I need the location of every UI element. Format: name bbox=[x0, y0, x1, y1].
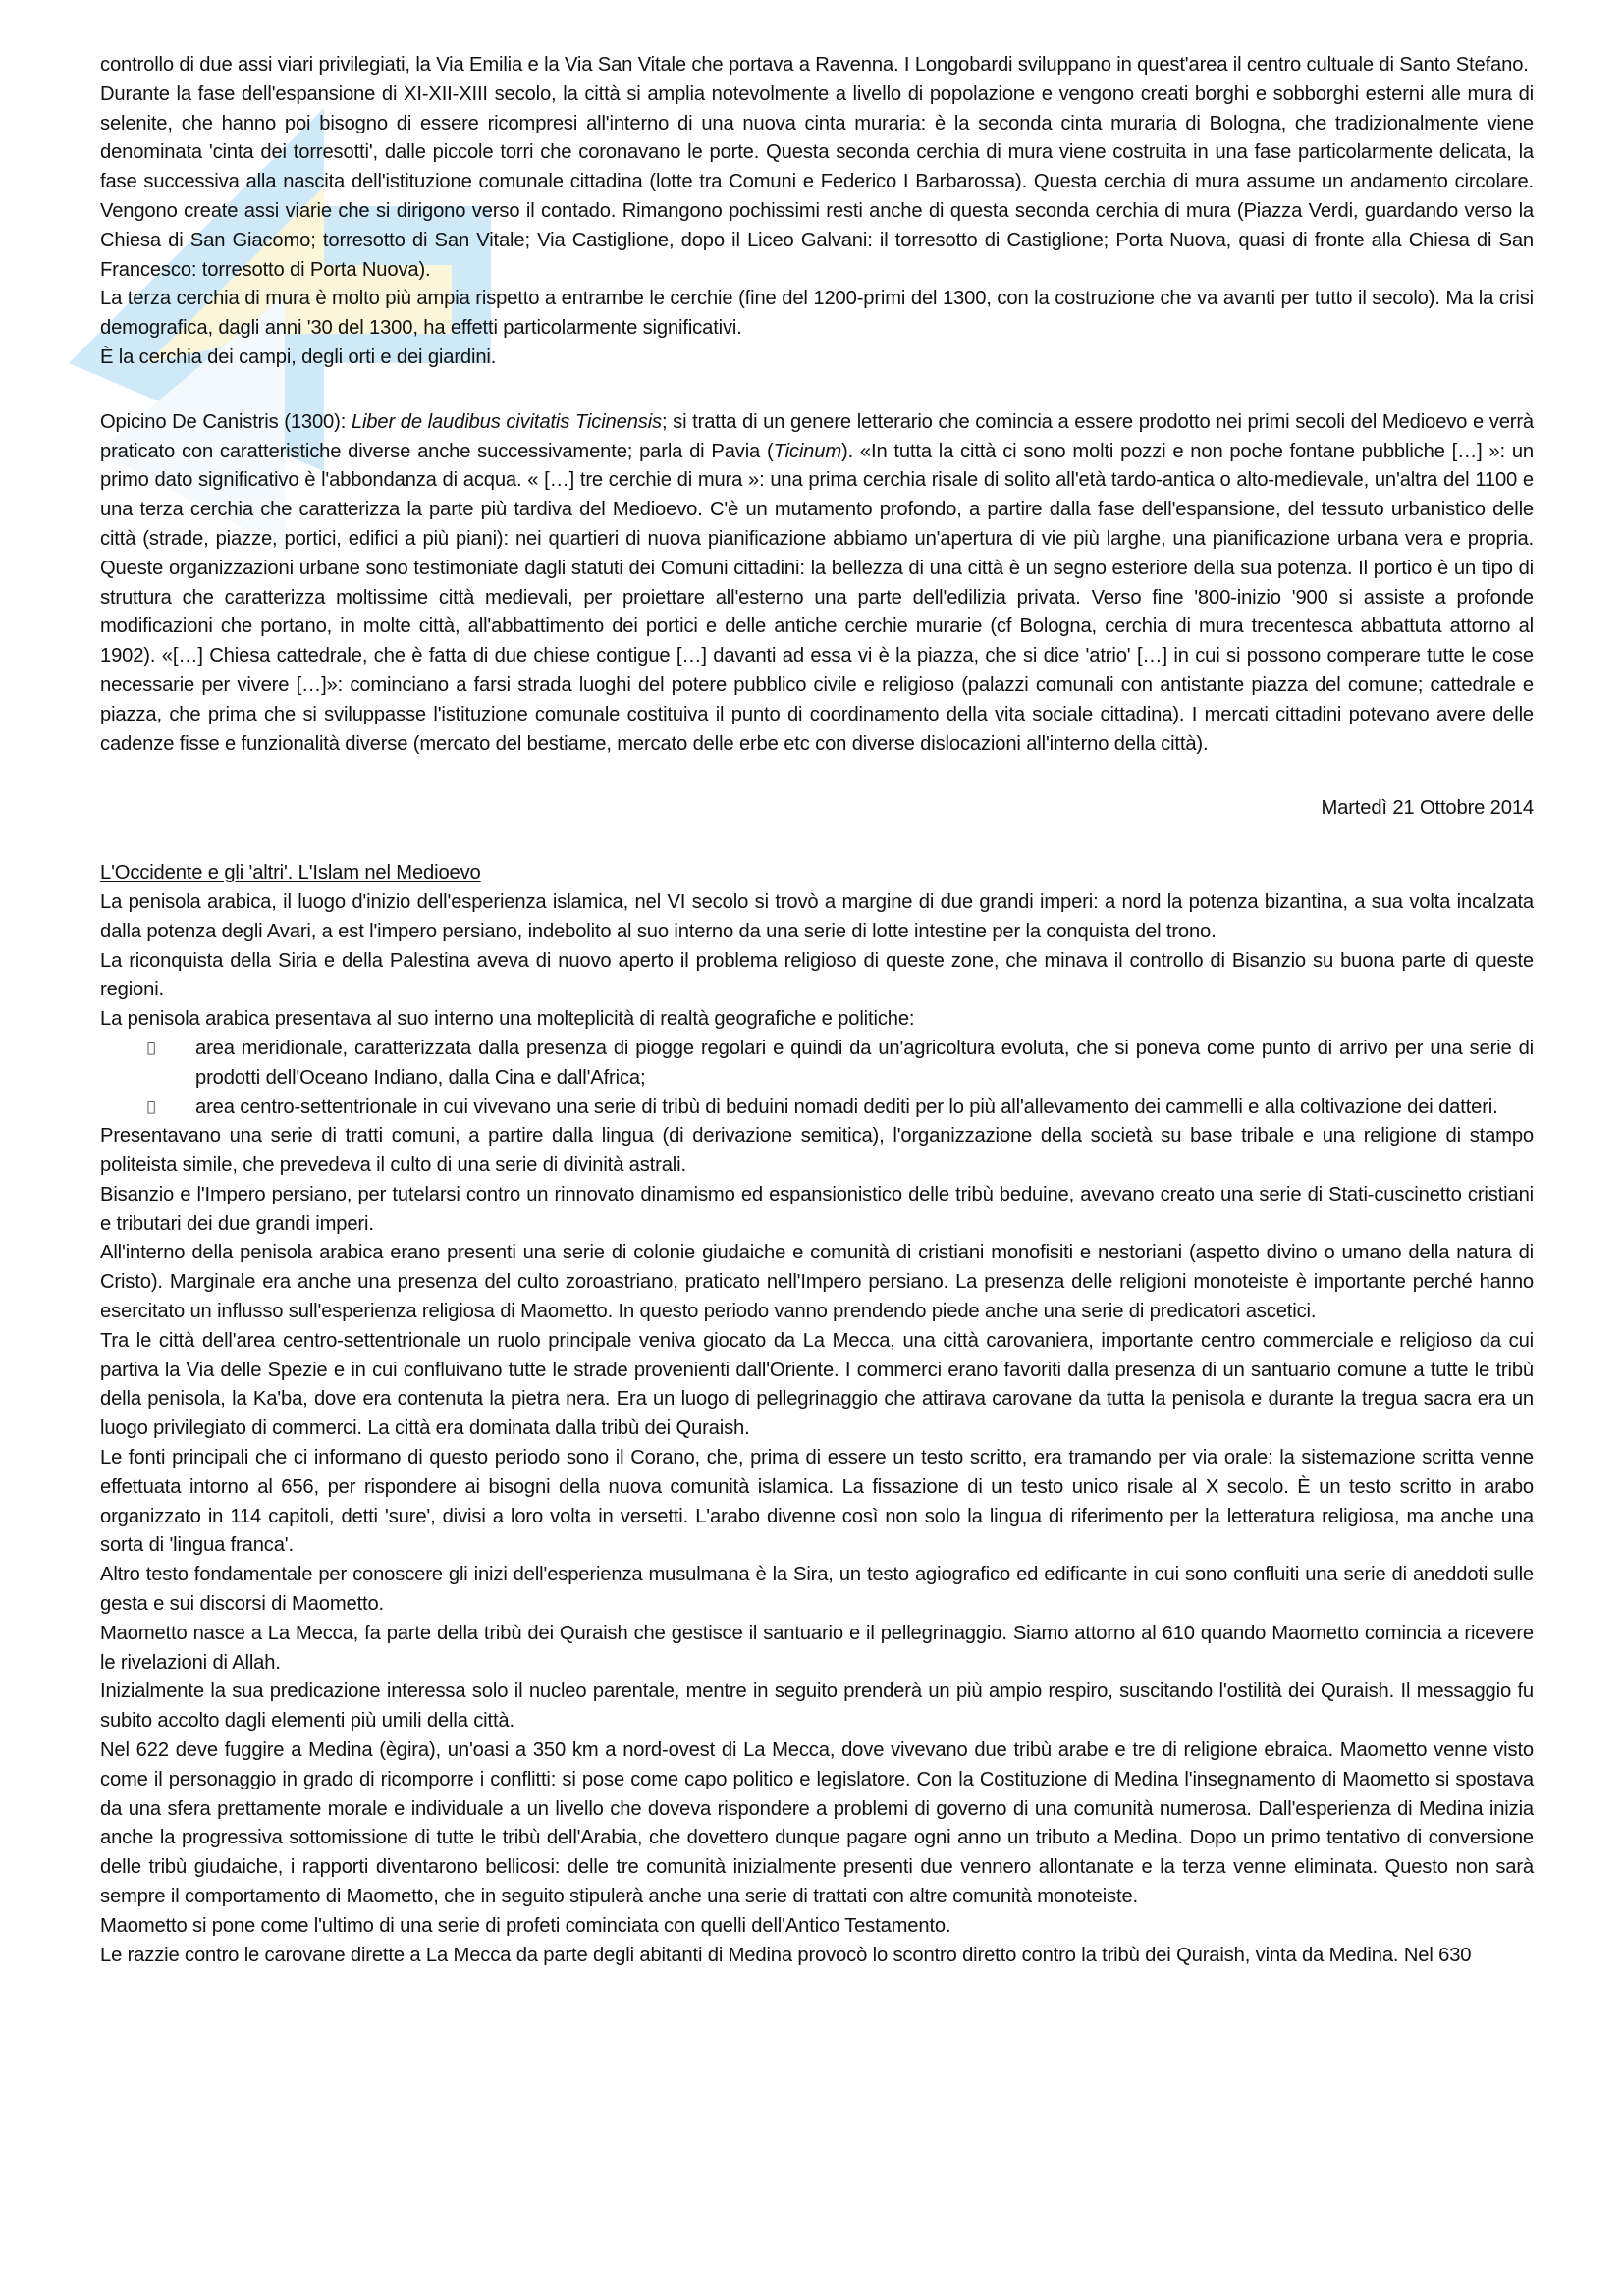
latin-name: Ticinum bbox=[773, 440, 842, 462]
paragraph-opicino bbox=[100, 408, 1534, 760]
list-item-text: area meridionale, caratterizzata dalla presenza di piogge regolari e quindi da un'agricoltura evoluta, che si poneva come punto di arrivo per una serie di prodotti dell'Oceano Indiano, dalla Cina e dall'Africa; bbox=[195, 1037, 1534, 1089]
paragraph: All'interno della penisola arabica erano presenti una serie di colonie giudaiche e comunità di cristiani monofisiti e nestoriani (aspetto divino o umano della natura di Cristo). Marginale era anche una presenza del culto zoroastriano, praticato nell'Impero persiano. La presenza delle religioni monoteiste è importante perché hanno esercitato un influsso sull'esperienza religiosa di Maometto. In questo periodo vanno prendendo piede anche una serie di predicatori ascetici. bbox=[100, 1242, 1534, 1323]
list-item-text: area centro-settentrionale in cui vivevano una serie di tribù di beduini nomadi dediti per lo più all'allevamento dei cammelli e alla coltivazione dei datteri. bbox=[195, 1095, 1498, 1118]
paragraph: Bisanzio e l'Impero persiano, per tutelarsi contro un rinnovato dinamismo ed espansionistico delle tribù beduine, avevano creato una serie di Stati-cuscinetto cristiani e tributari dei due grandi imperi. bbox=[100, 1183, 1534, 1235]
paragraph: Le razzie contro le carovane dirette a La Mecca da parte degli abitanti di Medina provocò lo scontro diretto contro la tribù dei Quraish, vinta da Medina. Nel 630 bbox=[100, 1944, 1472, 1966]
paragraph: Durante la fase dell'espansione di XI-XII-XIII secolo, la città si amplia notevolmente a livello di popolazione e vengono creati borghi e sobborghi esterni alle mura di selenite, che hanno poi bisogno di essere ricompresi all'interno di una nuova cinta muraria: è la seconda cinta muraria di Bologna, che tradizionalmente viene denominata 'cinta dei torresotti', dalle piccole torri che coronavano le porte. Questa seconda cerchia di mura viene costruita in una fase particolarmente delicata, la fase successiva alla nascita dell'istituzione comunale cittadina (lotte tra Comuni e Federico I Barbarossa). Questa cerchia di mura assume un andamento circolare. Vengono create assi viarie che si dirigono verso il contado. Rimangono pochissimi resti anche di questa seconda cerchia di mura (Piazza Verdi, guardando verso la Chiesa di San Giacomo; torresotto di San Vitale; Via Castiglione, dopo il Liceo Galvani: il torresotto di Castiglione; Porta Nuova, quasi di fronte alla Chiesa di San Francesco: torresotto di Porta Nuova). bbox=[100, 82, 1534, 281]
paragraph: Maometto si pone come l'ultimo di una serie di profeti cominciata con quelli dell'Antico Testamento. bbox=[100, 1914, 951, 1937]
spacer bbox=[100, 759, 1534, 794]
list-item bbox=[100, 1094, 1534, 1123]
paragraph: Le fonti principali che ci informano di questo periodo sono il Corano, che, prima di essere un testo scritto, era tramando per via orale: la sistemazione scritta venne effettuata intorno al 656, per rispondere ai bisogni della nuova comunità islamica. La fissazione di un testo unico risale al X secolo. È un testo scritto in arabo organizzato in 114 capitoli, detti 'sure', divisi a loro volta in versetti. L'arabo divenne così non solo la lingua di riferimento per la letteratura religiosa, ma anche una sorta di 'lingua franca'. bbox=[100, 1447, 1534, 1557]
list-item bbox=[100, 1035, 1534, 1094]
lesson-date: Martedì 21 Ottobre 2014 bbox=[1321, 797, 1534, 820]
square-bullet-icon bbox=[144, 1094, 158, 1123]
bullet-list bbox=[100, 1035, 1534, 1122]
text-run: ). «In tutta la città ci sono molti pozzi e non poche fontane pubbliche […] »: un primo dato significativo è l'abbondanza di acqua. « […] tre cerchie di mura »: una prima cerchia risale di solito all'età tardo-antica o alto-medievale, un'altra del 1100 e una terza cerchia che caratterizza la parte più tardiva del Medioevo. C'è un mutamento profondo, a partire dalla fase dell'espansione, del tessuto urbanistico delle città (strade, piazze, portici, edifici a più piani): nei quartieri di nuova pianificazione abbiamo un'apertura di vie più larghe, una pianificazione urbana vera e propria. Queste organizzazioni urbane sono testimoniate dagli statuti dei Comuni cittadini: la bellezza di una città è un segno esteriore della sua potenza. Il portico è un tipo di struttura che caratterizza moltissime città medievali, per proiettare all'esterno una parte dell'edilizia privata. Verso fine '800-inizio '900 si assiste a profonde modificazioni che portano, in molte città, all'abbattimento dei portici e delle antiche cerchie murarie (cf Bologna, cerchia di mura trecentesca abbattuta attorno al 1902). «[…] Chiesa cattedrale, che è fatta di due chiese contigue […] davanti ad essa vi è la piazza, che si dice 'atrio' […] in cui si possono comperare tutte le cose necessarie per vivere […]»: cominciano a farsi strada luoghi del potere pubblico civile e religioso (palazzi comunali con antistante piazza del comune; cattedrale e piazza, che prima che si sviluppasse l'istituzione comunale costituiva il punto di coordinamento della vita sociale cittadina). I mercati cittadini potevano avere delle cadenze fisse e funzionalità diverse (mercato del bestiame, mercato delle erbe etc con diverse dislocazioni all'interno della città). bbox=[100, 440, 1534, 755]
paragraph: Maometto nasce a La Mecca, fa parte della tribù dei Quraish che gestisce il santuario e il pellegrinaggio. Siamo attorno al 610 quando Maometto comincia a ricevere le rivelazioni di Allah. bbox=[100, 1622, 1534, 1674]
paragraph: La riconquista della Siria e della Palestina aveva di nuovo aperto il problema religioso di queste zone, che minava il controllo di Bisanzio su buona parte di queste regioni. bbox=[100, 949, 1534, 1001]
paragraph: Inizialmente la sua predicazione interessa solo il nucleo parentale, mentre in seguito prenderà un più ampio respiro, suscitando l'ostilità dei Quraish. Il messaggio fu subito accolto dagli elementi più umili della città. bbox=[100, 1681, 1534, 1733]
paragraph: Tra le città dell'area centro-settentrionale un ruolo principale veniva giocato da La Mecca, una città carovaniera, importante centro commerciale e religioso da cui partiva la Via delle Spezie e in cui confluivano tutte le strade provenienti dall'Oriente. I commerci erano favoriti dalla presenza di un santuario comune a tutte le tribù della penisola, la Ka'ba, dove era contenuta la pietra nera. Era un luogo di pellegrinaggio che attirava carovane da tutta la penisola e durante la tregua sacra era un luogo privilegiato di commerci. La città era dominata dalla tribù dei Quraish. bbox=[100, 1329, 1534, 1440]
book-title: Liber de laudibus civitatis Ticinensis bbox=[351, 410, 662, 433]
section-heading: L'Occidente e gli 'altri'. L'Islam nel Medioevo bbox=[100, 862, 481, 884]
text-run: Opicino De Canistris (1300): bbox=[100, 410, 352, 433]
spacer bbox=[100, 824, 1534, 859]
paragraph: controllo di due assi viari privilegiati, la Via Emilia e la Via San Vitale che portava a Ravenna. I Longobardi sviluppano in quest'area il centro cultuale di Santo Stefano. bbox=[100, 54, 1529, 76]
paragraph: La terza cerchia di mura è molto più ampia rispetto a entrambe le cerchie (fine del 1200-primi del 1300, con la costruzione che va avanti per tutto il secolo). Ma la crisi demografica, dagli anni '30 del 1300, ha effetti particolarmente significativi. bbox=[100, 288, 1534, 340]
paragraph: Altro testo fondamentale per conoscere gli inizi dell'esperienza musulmana è la Sira, un testo agiografico ed edificante in cui sono confluiti una serie di aneddoti sulle gesta e sui discorsi di Maometto. bbox=[100, 1564, 1534, 1616]
document-page bbox=[100, 51, 1534, 1970]
paragraph: Presentavano una serie di tratti comuni, a partire dalla lingua (di derivazione semitica), l'organizzazione della società su base tribale e una religione di stampo politeista simile, che prevedeva il culto di una serie di divinità astrali. bbox=[100, 1125, 1534, 1177]
paragraph: La penisola arabica presentava al suo interno una molteplicità di realtà geografiche e politiche: bbox=[100, 1008, 915, 1031]
paragraph: Nel 622 deve fuggire a Medina (ègira), un'oasi a 350 km a nord-ovest di La Mecca, dove vivevano due tribù arabe e tre di religione ebraica. Maometto venne visto come il personaggio in grado di ricomporre i conflitti: si pose come capo politico e legislatore. Con la Costituzione di Medina l'insegnamento di Maometto si spostava da una sfera prettamente morale e individuale a un livello che doveva rispondere a problemi di governo di una comunità numerosa. Dall'esperienza di Medina inizia anche la progressiva sottomissione di tutte le tribù dell'Arabia, che dovettero dunque pagare ogni anno un tributo a Medina. Dopo un primo tentativo di conversione delle tribù giudaiche, i rapporti diventarono bellicosi: delle tre comunità inizialmente presenti due vennero allontanate e la terza venne eliminata. Questo non sarà sempre il comportamento di Maometto, che in seguito stipulerà anche una serie di trattati con altre comunità monoteiste. bbox=[100, 1739, 1534, 1908]
spacer bbox=[100, 373, 1534, 408]
square-bullet-icon bbox=[144, 1035, 158, 1064]
paragraph: La penisola arabica, il luogo d'inizio dell'esperienza islamica, nel VI secolo si trovò a margine di due grandi imperi: a nord la potenza bizantina, a sua volta incalzata dalla potenza degli Avari, a est l'impero persiano, indebolito al suo interno da una serie di lotte intestine per la conquista del trono. bbox=[100, 890, 1534, 942]
paragraph: È la cerchia dei campi, degli orti e dei giardini. bbox=[100, 346, 497, 368]
text-run: ; si tratta di un genere letterario che comincia a essere prodotto nei primi secoli del Medioevo e verrà praticato con caratteristiche diverse anche successivamente; parla di Pavia ( bbox=[100, 410, 1534, 462]
